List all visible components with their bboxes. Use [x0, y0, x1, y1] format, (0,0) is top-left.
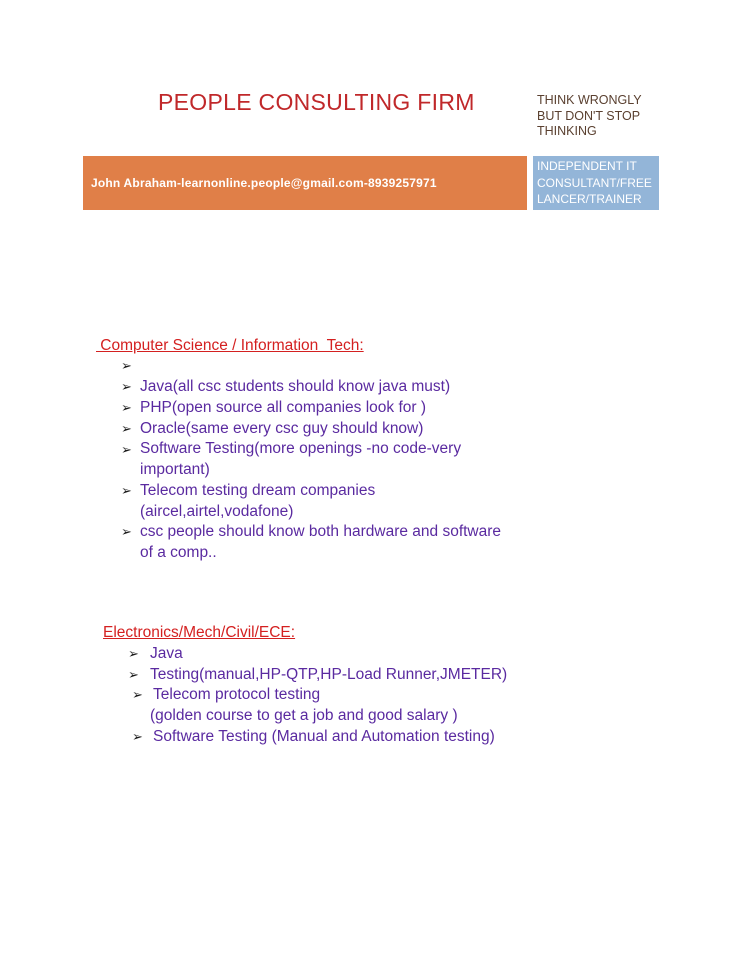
list-item: csc people should know both hardware and software of a comp..	[140, 523, 502, 561]
list-item: Software Testing (Manual and Automation testing)	[153, 728, 495, 745]
list-item: PHP(open source all companies look for )	[140, 399, 427, 416]
role-box	[533, 156, 659, 210]
bullet-arrow-icon: ➢	[121, 442, 132, 457]
tagline-line: THINKING	[537, 124, 597, 138]
bullet-arrow-icon: ➢	[121, 358, 132, 373]
ece-heading: Electronics/Mech/Civil/ECE:	[103, 624, 296, 641]
tagline-line: THINK WRONGLY	[537, 93, 642, 107]
list-item: Testing(manual,HP-QTP,HP-Load Runner,JMETER)	[150, 666, 508, 683]
role-line: LANCER/TRAINER	[537, 192, 642, 206]
bullet-arrow-icon: ➢	[128, 646, 139, 661]
tagline	[537, 93, 662, 140]
bullet-arrow-icon: ➢	[132, 729, 143, 744]
bullet-arrow-icon: ➢	[121, 483, 132, 498]
role-line: CONSULTANT/FREE	[537, 175, 652, 190]
list-item: Java	[150, 645, 183, 662]
tagline-line: BUT DON'T STOP	[537, 108, 641, 123]
contact-banner	[83, 156, 527, 210]
bullet-arrow-icon: ➢	[121, 421, 132, 436]
role-text	[537, 158, 652, 208]
list-item: Software Testing(more openings -no code-very important)	[140, 440, 462, 478]
bullet-arrow-icon: ➢	[121, 379, 132, 394]
list-item: Java(all csc students should know java must)	[140, 378, 451, 395]
list-item: Oracle(same every csc guy should know)	[140, 420, 424, 437]
list-item: Telecom protocol testing (golden course to get a job and good salary )	[150, 686, 458, 724]
bullet-arrow-icon: ➢	[132, 687, 143, 702]
list-item: Telecom testing dream companies (aircel,airtel,vodafone)	[140, 482, 376, 520]
company-title: PEOPLE CONSULTING FIRM	[158, 89, 475, 115]
bullet-arrow-icon: ➢	[128, 667, 139, 682]
bullet-arrow-icon: ➢	[121, 524, 132, 539]
contact-text: John Abraham-learnonline.people@gmail.com-8939257971	[91, 176, 437, 190]
role-line: INDEPENDENT IT	[537, 159, 637, 173]
bullet-arrow-icon: ➢	[121, 400, 132, 415]
cs-heading: Computer Science / Information Tech:	[96, 337, 364, 354]
